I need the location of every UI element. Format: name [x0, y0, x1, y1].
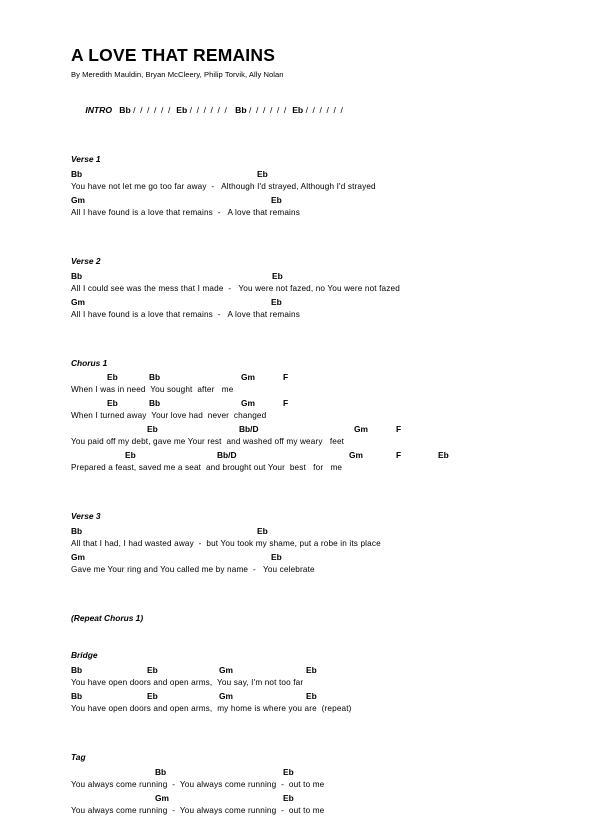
chord-line: [71, 525, 561, 537]
chord-bb: Bb: [149, 398, 161, 409]
lyric-line: When I turned away Your love had never changed: [71, 411, 267, 421]
chord-lyric-pair: [71, 664, 561, 690]
chord-eb: Eb: [107, 372, 118, 383]
chord-chart-content: [71, 46, 561, 828]
chord-eb: Eb: [283, 767, 294, 778]
section-label: Bridge: [71, 650, 98, 661]
intro-chord-1: Bb: [119, 105, 131, 116]
section-spacer: [71, 332, 561, 358]
chord-gm: Gm: [349, 450, 363, 461]
lyric-line: You always come running - You always come running - out to me: [71, 780, 325, 790]
chord-lyric-pair: [71, 423, 561, 449]
chord-bb: Bb: [71, 270, 83, 281]
chord-f: F: [283, 372, 289, 383]
lyric-line: You have open doors and open arms, my home is where you are (repeat): [71, 704, 352, 714]
lyric-line: All I have found is a love that remains - A love that remains: [71, 309, 300, 319]
intro-slashes-3: / / / / / /: [249, 105, 288, 116]
chord-bb: Bb: [155, 767, 167, 778]
chord-eb: Eb: [271, 194, 282, 205]
chord-bb: Bb: [71, 691, 83, 702]
chord-gm: Gm: [71, 552, 85, 563]
section-spacer: [71, 726, 561, 752]
chord-eb: Eb: [283, 793, 294, 804]
chord-lyric-pair: [71, 194, 561, 220]
intro-row: [71, 95, 561, 126]
repeat-chorus-note: (Repeat Chorus 1): [71, 613, 144, 624]
chord-lyric-pair: [71, 551, 561, 577]
chord-eb: Eb: [438, 450, 449, 461]
intro-slashes-1: / / / / / /: [133, 105, 172, 116]
chord-gm: Gm: [241, 398, 255, 409]
section-spacer: [71, 485, 561, 511]
intro-slashes-2: / / / / / /: [189, 105, 228, 116]
chord-lyric-pair: [71, 371, 561, 397]
section-spacer: [71, 230, 561, 256]
chord-lyric-pair: [71, 690, 561, 716]
chord-lyric-pair: [71, 766, 561, 792]
section-verse-3: [71, 511, 561, 577]
chord-gm: Gm: [219, 665, 233, 676]
chord-eb: Eb: [271, 552, 282, 563]
intro-label: INTRO: [85, 105, 113, 116]
chord-line: [71, 690, 561, 702]
chord-eb: Eb: [306, 691, 317, 702]
chord-line: [71, 371, 561, 383]
chord-eb: Eb: [147, 665, 158, 676]
chord-lyric-pair: [71, 397, 561, 423]
section-spacer: [71, 587, 561, 613]
section-label: Chorus 1: [71, 357, 108, 368]
page-title: A LOVE THAT REMAINS: [71, 45, 276, 65]
section-bridge: [71, 650, 561, 716]
chord-eb: Eb: [271, 296, 282, 307]
chord-gm: Gm: [155, 793, 169, 804]
section-spacer: [71, 146, 561, 154]
chord-line: [71, 194, 561, 206]
lyric-line: All I have found is a love that remains - A love that remains: [71, 207, 300, 217]
section-spacer: [71, 624, 561, 650]
section-label: Verse 3: [71, 511, 101, 522]
lyric-line: You have not let me go too far away - Although I'd strayed, Although I'd strayed: [71, 181, 376, 191]
chord-eb: Eb: [125, 450, 136, 461]
chord-eb: Eb: [272, 270, 283, 281]
lyric-line: All that I had, I had wasted away - but You took my shame, put a robe in its place: [71, 539, 381, 549]
intro-chord-2: Eb: [176, 105, 188, 116]
lyric-line: All I could see was the mess that I made - You were not fazed, no You were not fazed: [71, 283, 400, 293]
chord-f: F: [396, 450, 402, 461]
chord-bb-d: Bb/D: [217, 450, 237, 461]
byline-authors: By Meredith Mauldin, Bryan McCleery, Philip Torvik, Ally Nolan: [71, 70, 284, 80]
chord-bb: Bb: [71, 665, 83, 676]
chord-line: [71, 792, 561, 804]
intro-slashes-4: / / / / / /: [305, 105, 344, 116]
chord-line: [71, 423, 561, 435]
chord-bb: Bb: [71, 526, 83, 537]
chord-lyric-pair: [71, 296, 561, 322]
chord-lyric-pair: [71, 168, 561, 194]
chord-gm: Gm: [241, 372, 255, 383]
chord-bb: Bb: [71, 168, 83, 179]
chord-gm: Gm: [219, 691, 233, 702]
lyric-line: You paid off my debt, gave me Your rest and washed off my weary feet: [71, 437, 345, 447]
lyric-line: When I was in need You sought after me: [71, 385, 234, 395]
chord-lyric-pair: [71, 449, 561, 475]
chord-eb: Eb: [147, 691, 158, 702]
chord-bb-d: Bb/D: [239, 424, 259, 435]
chord-f: F: [396, 424, 402, 435]
lyric-line: Gave me Your ring and You called me by name - You celebrate: [71, 565, 315, 575]
section-verse-2: [71, 256, 561, 322]
chord-line: [71, 449, 561, 461]
section-verse-1: [71, 154, 561, 220]
sections-host: [71, 146, 561, 818]
chord-line: [71, 397, 561, 409]
chord-lyric-pair: [71, 270, 561, 296]
intro-chord-3: Bb: [235, 105, 247, 116]
chord-gm: Gm: [71, 194, 85, 205]
section-label: Verse 2: [71, 255, 101, 266]
chord-lyric-pair: [71, 525, 561, 551]
section-label: Verse 1: [71, 153, 101, 164]
chord-lyric-pair: [71, 792, 561, 818]
section-tag: [71, 752, 561, 818]
chord-gm: Gm: [71, 296, 85, 307]
chord-line: [71, 551, 561, 563]
lyric-line: You have open doors and open arms, You say, I'm not too far: [71, 678, 304, 688]
chord-eb: Eb: [107, 398, 118, 409]
chord-line: [71, 168, 561, 180]
chord-line: [71, 270, 561, 282]
chord-eb: Eb: [257, 526, 268, 537]
chord-bb: Bb: [149, 372, 161, 383]
chord-line: [71, 664, 561, 676]
intro-chord-4: Eb: [292, 105, 304, 116]
chord-line: [71, 296, 561, 308]
chord-eb: Eb: [306, 665, 317, 676]
lyric-line: You always come running - You always come running - out to me: [71, 806, 325, 816]
chord-eb: Eb: [257, 168, 268, 179]
lyric-line: Prepared a feast, saved me a seat and brought out Your best for me: [71, 463, 343, 473]
chord-gm: Gm: [354, 424, 368, 435]
chord-f: F: [283, 398, 289, 409]
chord-eb: Eb: [147, 424, 158, 435]
section-chorus-1: [71, 358, 561, 476]
section-label: Tag: [71, 752, 86, 763]
chord-line: [71, 766, 561, 778]
